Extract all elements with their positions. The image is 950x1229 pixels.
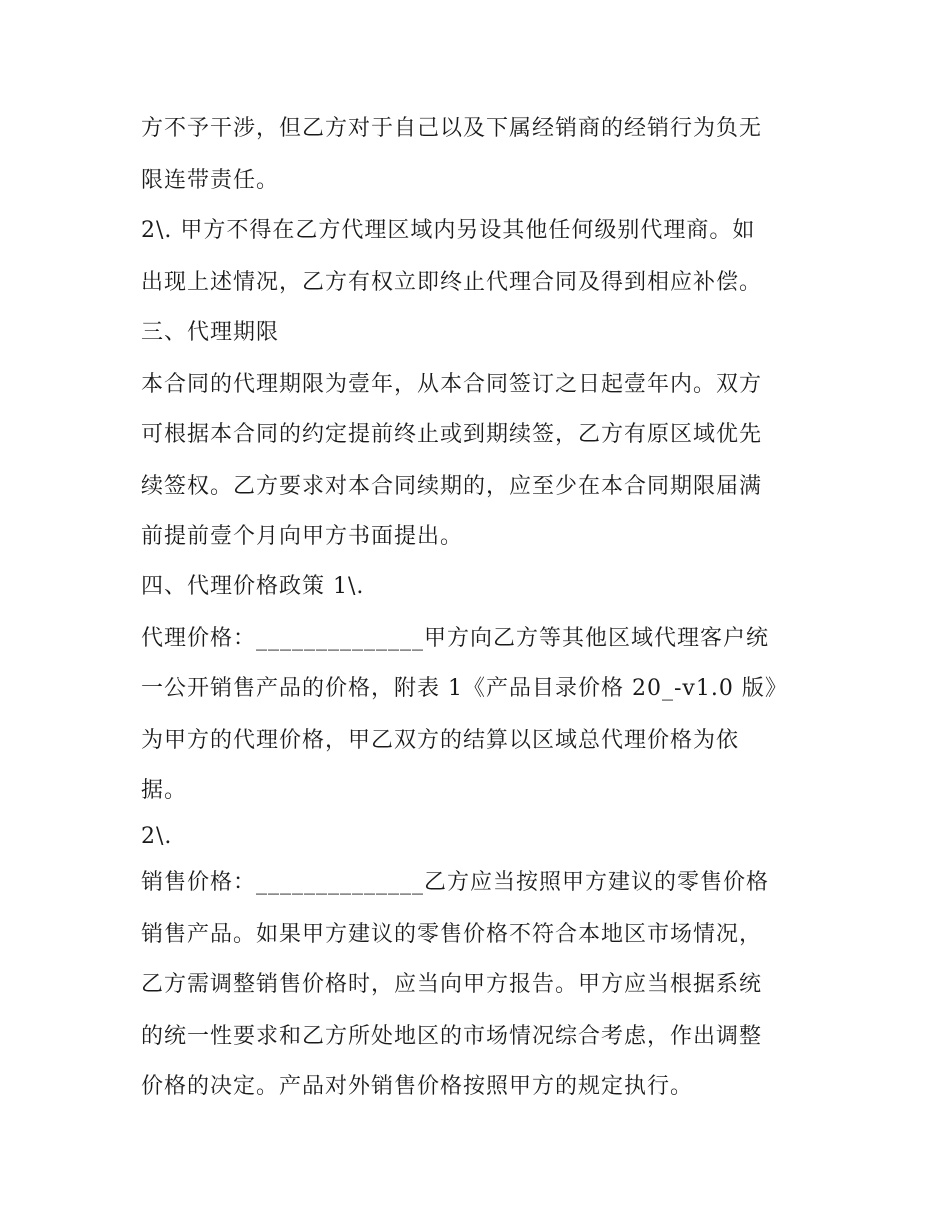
- text-line: 一公开销售产品的价格，附表 1《产品目录价格 20_-v1.0 版》: [141, 676, 788, 701]
- text-line: 方不予干涉，但乙方对于自己以及下属经销商的经销行为负无: [141, 116, 763, 141]
- text-line: 出现上述情况，乙方有权立即终止代理合同及得到相应补偿。: [141, 270, 763, 295]
- text-line: 可根据本合同的约定提前终止或到期续签，乙方有原区域优先: [141, 422, 763, 447]
- text-line: 限连带责任。: [141, 168, 280, 193]
- text-line: 前提前壹个月向甲方书面提出。: [141, 524, 464, 549]
- text-line: 据。: [141, 778, 188, 803]
- section-heading: 四、代理价格政策 1\.: [141, 574, 365, 599]
- text-line: 2\.: [141, 824, 173, 849]
- text-line: 代理价格：______________甲方向乙方等其他区域代理客户统: [141, 626, 770, 651]
- section-heading: 三、代理期限: [141, 320, 280, 345]
- text-line: 销售价格：______________乙方应当按照甲方建议的零售价格: [141, 870, 770, 895]
- text-line: 为甲方的代理价格，甲乙双方的结算以区域总代理价格为依: [141, 728, 740, 753]
- text-line: 乙方需调整销售价格时，应当向甲方报告。甲方应当根据系统: [141, 972, 763, 997]
- text-line: 本合同的代理期限为壹年，从本合同签订之日起壹年内。双方: [141, 372, 763, 397]
- text-line: 续签权。乙方要求对本合同续期的，应至少在本合同期限届满: [141, 474, 763, 499]
- text-line: 价格的决定。产品对外销售价格按照甲方的规定执行。: [141, 1074, 694, 1099]
- text-line: 销售产品。如果甲方建议的零售价格不符合本地区市场情况，: [141, 922, 763, 947]
- text-line: 的统一性要求和乙方所处地区的市场情况综合考虑，作出调整: [141, 1024, 763, 1049]
- text-line: 2\. 甲方不得在乙方代理区域内另设其他任何级别代理商。如: [141, 218, 756, 243]
